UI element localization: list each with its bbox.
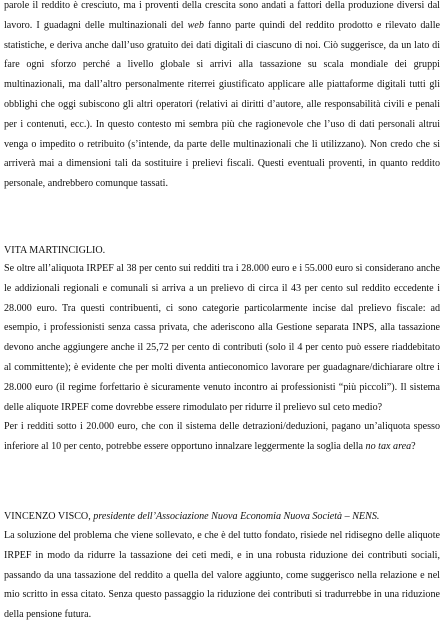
speaker-heading-martinciglio: VITA MARTINCIGLIO.: [4, 245, 106, 256]
paragraph-text: La soluzione del problema che viene sollevato, e che è del tutto fondato, risiede nel ridisegno delle aliquote IRPEF in modo da ridurre la tassazione dei ceti medi, e in una robusta riduzione dei contributi sociali, passando da una tassazione del reddito a quella del valore aggiunto, come suggerisco nella relazione e nel mio scritto in essa citato. Senza questo passaggio la riduzione dei contributi si tradurrebbe in una riduzione della pensione futura.: [4, 530, 440, 621]
speaker-role: presidente dell’Associazione Nuova Economia Nuova Società – NENS.: [93, 511, 380, 522]
speaker-heading-visco: [4, 509, 379, 525]
paragraph-web-multinationals: [4, 0, 440, 194]
paragraph-text: parole il reddito è cresciuto, ma i proventi della crescita sono andati a fattori della produzione diversi dal lavoro. I guadagni delle multinazionali del web fanno parte quindi del reddito prodotto e rilevato dalle statistiche, e deriva anche dall’uso gratuito dei dati digitali di ciascuno di noi. Ciò suggerisce, da un lato di fare ogni sforzo perché a livello globale si arrivi alla tassazione su scala mondiale dei gruppi multinazionali, ma dall’altro personalmente riterrei giustificato applicare alle piattaforme digitali tutti gli obblighi che oggi subiscono gli altri operatori (relativi ai diritti d’autore, alle responsabilità civili e penali per i contenuti, ecc.). In questo contesto mi sembra più che ragionevole che l’uso di dati personali altrui venga o impedito o retribuito (s’intende, da parte delle multinazionali che li utilizzano). Non credo che si arriverà mai a dimensioni tali da sostituire i prelievi fiscali. Questi eventuali proventi, in quanto reddito personale, andrebbero comunque tassati.: [4, 0, 440, 190]
paragraph-no-tax-area: [4, 417, 440, 457]
speaker-name: VINCENZO VISCO,: [4, 511, 91, 522]
paragraph-text: Per i redditi sotto i 20.000 euro, che con il sistema delle detrazioni/deduzioni, pagano un’aliquota spesso inferiore al 10 per cento, potrebbe essere opportuno innalzare leggermente la soglia della no tax area?: [4, 421, 440, 452]
paragraph-text: Se oltre all’aliquota IRPEF al 38 per cento sui redditi tra i 28.000 euro e i 55.000 euro si considerano anche le addizionali regionali e comunali si arriva a un prelievo di circa il 43 per cento sul reddito eccedente i 28.000 euro. Tra questi contribuenti, ci sono categorie particolarmente incise dal prelievo fiscale: ad esempio, i professionisti senza cassa privata, che aderiscono alla Gestione separata INPS, alla tassazione devono anche aggiungere anche il 25,72 per cento di contributi (solo il 4 per cento può essere riaddebitato al committente); è evidente che per molti diventa antieconomico lavorare per guadagnare/dichiarare oltre i 28.000 euro (il regime forfettario è sicuramente venuto incontro ai professionisti “più piccoli”). Il sistema delle aliquote IRPEF come dovrebbe essere rimodulato per ridurre il prelievo sul ceto medio?: [4, 263, 440, 413]
paragraph-visco-answer: [4, 526, 440, 625]
paragraph-irpef-question: [4, 259, 440, 417]
